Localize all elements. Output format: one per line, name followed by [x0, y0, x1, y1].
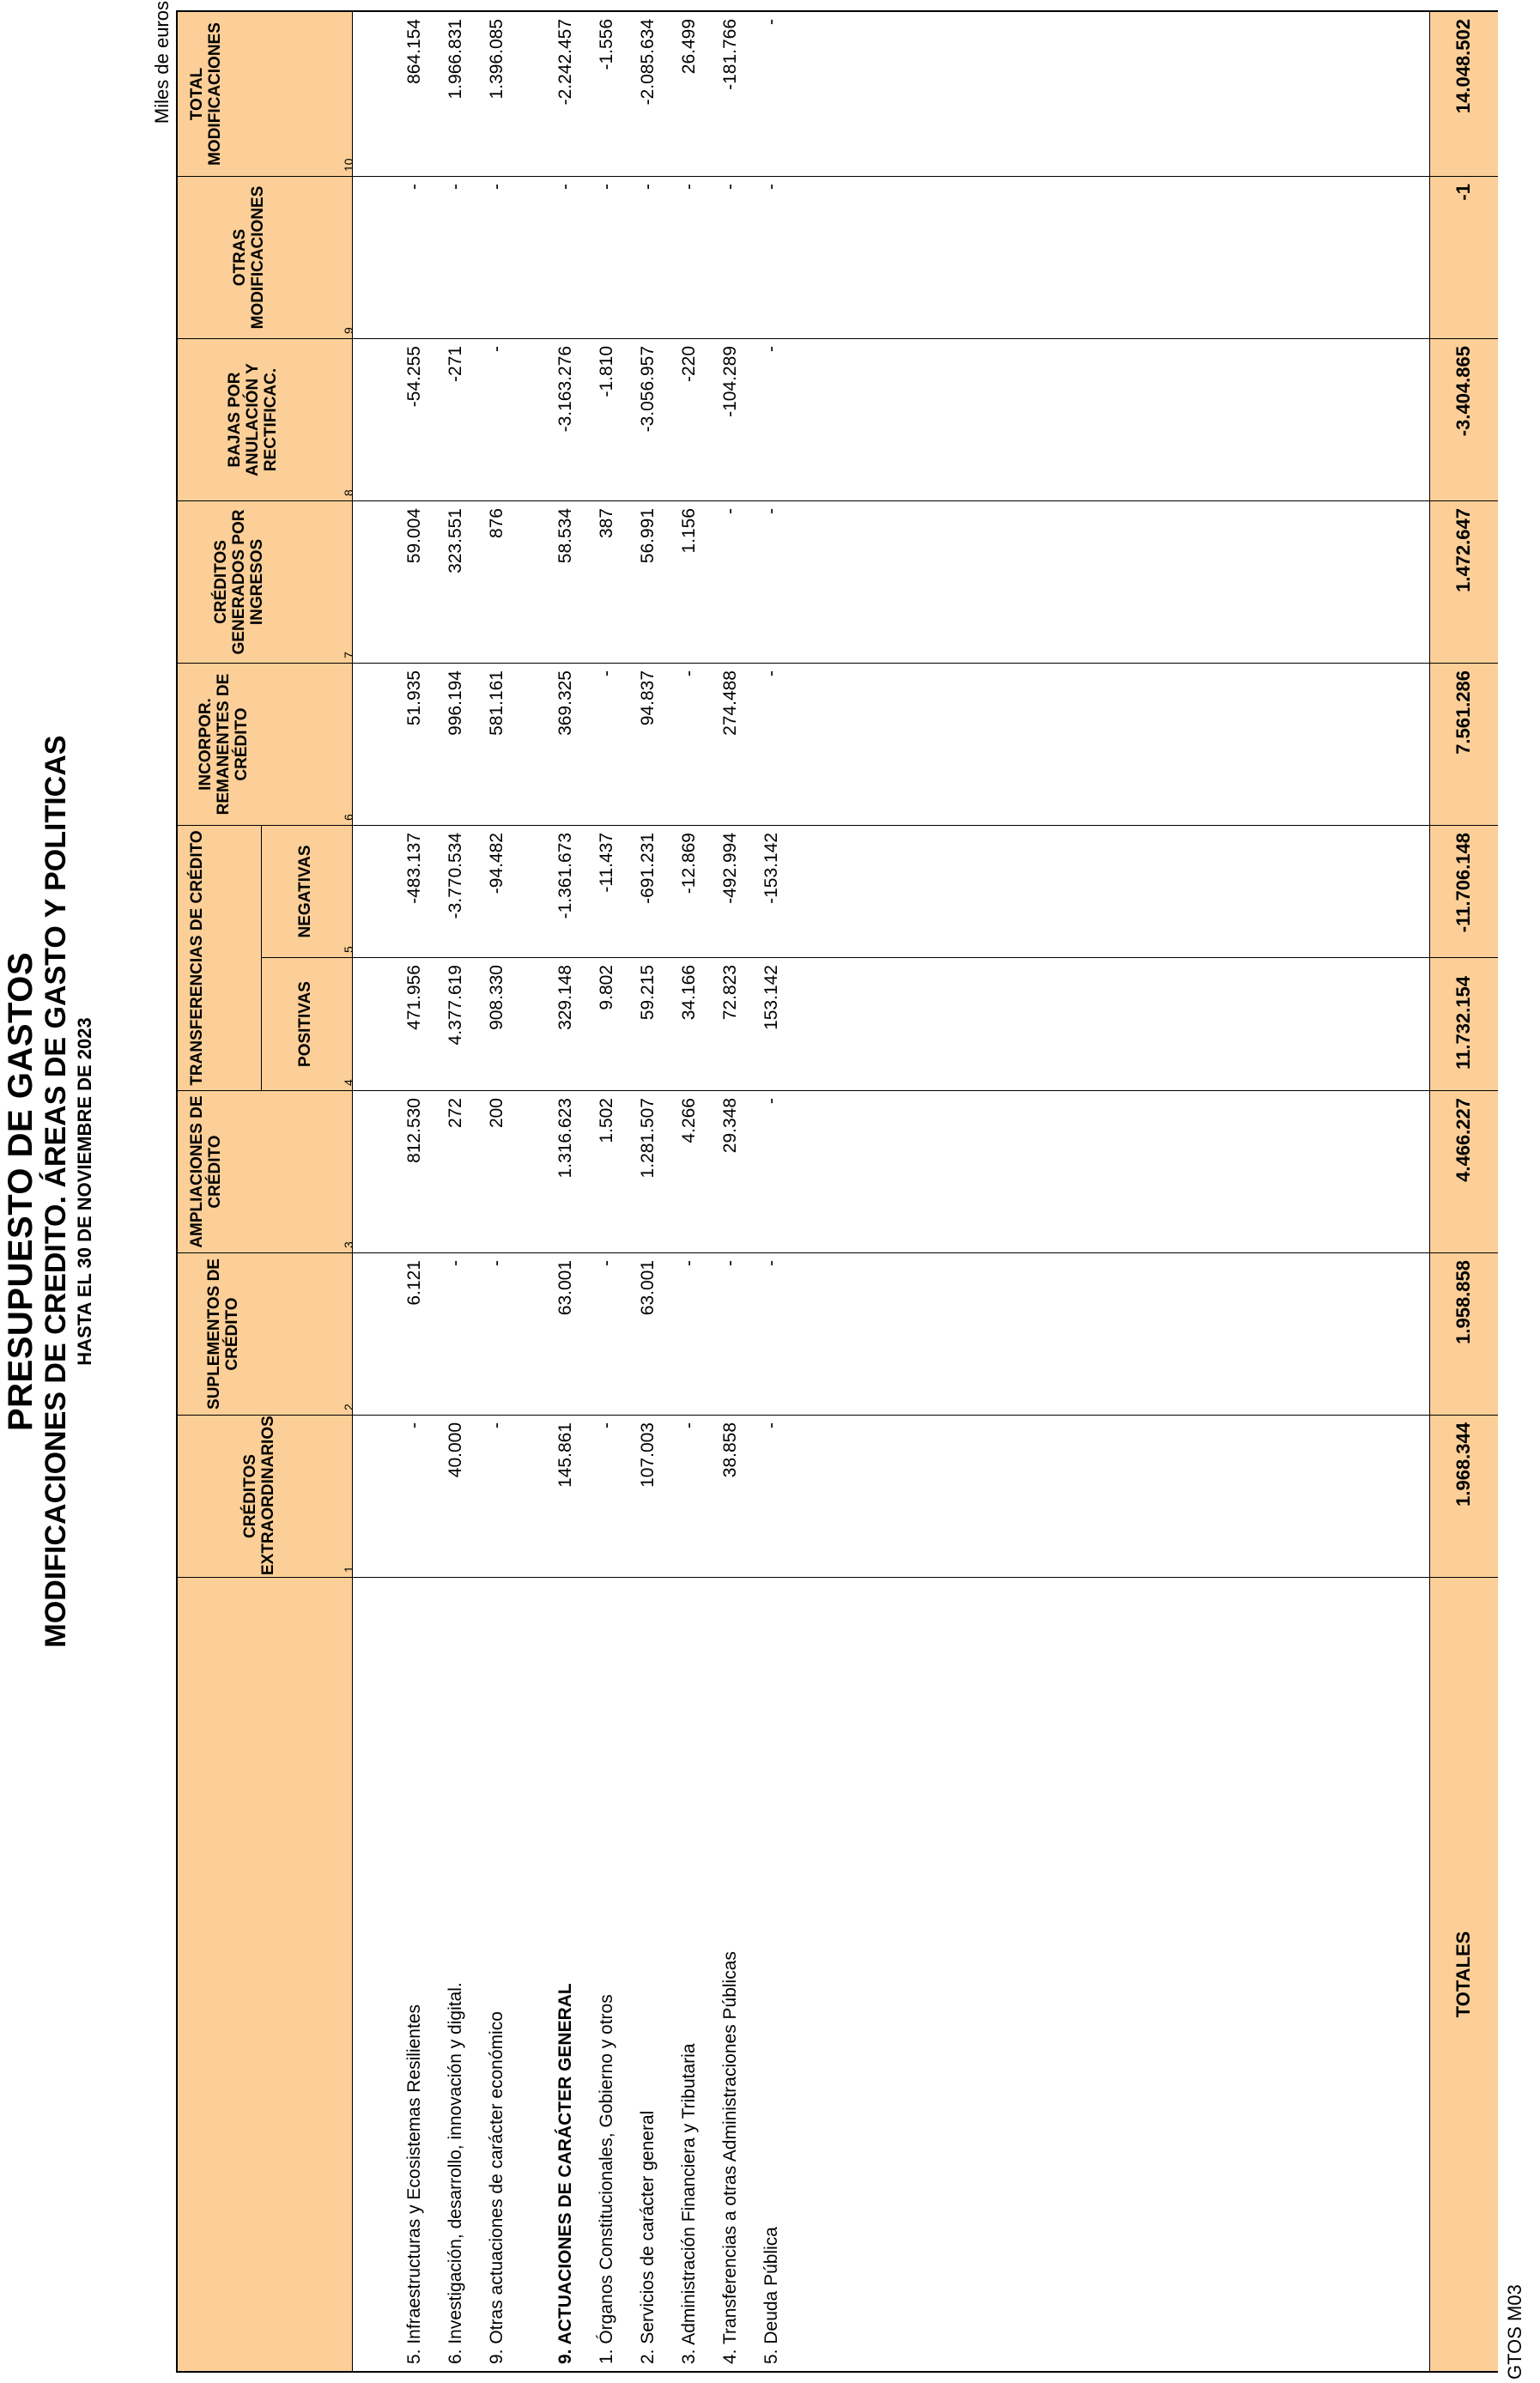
totals-cell	[1429, 12, 1498, 176]
table-cell: -	[761, 1260, 781, 1266]
col-header-1	[178, 1416, 353, 1577]
report-date: HASTA EL 30 DE NOVIEMBRE DE 2023	[74, 1017, 95, 1366]
table-cell: -	[446, 1260, 465, 1266]
table-cell: 200	[487, 1098, 506, 1129]
col-number: 4	[342, 1079, 355, 1086]
table-cell: 996.194	[446, 670, 465, 736]
row-label: 3. Administración Financiera y Tributaria	[679, 2043, 699, 2364]
totals-cell	[1429, 826, 1498, 1090]
table-cell: -	[597, 1260, 616, 1266]
table-cell: 581.161	[487, 670, 506, 736]
col-header-8	[178, 339, 353, 500]
row-label: 6. Investigación, desarrollo, innovación y digital.	[446, 1982, 465, 2364]
totals-label-cell	[1429, 1578, 1498, 2371]
col-number: 8	[342, 489, 355, 496]
table-cell: -1.810	[597, 346, 616, 397]
col-header-label: NEGATIVAS	[296, 845, 314, 938]
totals-cell	[1429, 1416, 1498, 1577]
col-number: 3	[342, 1241, 355, 1248]
table-cell: -	[761, 19, 781, 25]
table-cell: 1.502	[597, 1098, 616, 1143]
table-cell: -	[761, 346, 781, 352]
col-number: 7	[342, 652, 355, 658]
table-cell: -	[446, 184, 465, 190]
table-cell: -54.255	[404, 346, 424, 408]
table-cell: -11.437	[597, 833, 616, 893]
report-title: PRESUPUESTO DE GASTOS	[2, 951, 39, 1432]
table-cell: -2.242.457	[555, 19, 575, 106]
table-cell: -	[404, 1422, 424, 1428]
col-header-label: AMPLIACIONES DE CRÉDITO	[188, 1095, 224, 1248]
label-column-header	[178, 1578, 353, 2371]
table-cell: 1.316.623	[555, 1098, 575, 1179]
table-cell: 272	[446, 1098, 465, 1129]
total-value: 14.048.502	[1452, 19, 1474, 114]
table-cell: -	[487, 1422, 506, 1428]
table-cell: 56.991	[638, 508, 658, 564]
col-header-7	[178, 501, 353, 663]
table-cell: -	[638, 184, 658, 190]
row-label: 1. Órganos Constitucionales, Gobierno y otros	[597, 1994, 616, 2364]
table-cell: 329.148	[555, 965, 575, 1030]
table-cell: -	[761, 1422, 781, 1428]
col-ampliaciones-credito	[178, 1091, 1496, 1253]
totals-cell	[1429, 1253, 1498, 1415]
row-label: 4. Transferencias a otras Administraciones Públicas	[720, 1951, 740, 2364]
table-cell: -3.770.534	[446, 833, 465, 919]
table-cell: -2.085.634	[638, 19, 658, 106]
col-header-transfer	[178, 826, 353, 1090]
transfer-divider	[353, 957, 1429, 958]
total-value: 4.466.227	[1452, 1098, 1474, 1182]
table-cell: -492.994	[720, 833, 740, 904]
table-cell: -	[597, 1422, 616, 1428]
col-incorporacion-remanentes	[178, 664, 1496, 826]
table-cell: -691.231	[638, 833, 658, 904]
table-cell: -	[761, 1098, 781, 1104]
total-value: -1	[1452, 184, 1474, 201]
transfer-total-divider	[1430, 957, 1498, 958]
total-value: -11.706.148	[1452, 833, 1474, 933]
table-cell: 72.823	[720, 965, 740, 1021]
table-cell: 94.837	[638, 670, 658, 726]
table-cell: -94.482	[487, 833, 506, 894]
table-cell: -	[720, 1260, 740, 1266]
total-value: 1.958.858	[1452, 1260, 1474, 1344]
units-label: Miles de euros	[151, 1, 173, 124]
table-cell: -220	[679, 346, 699, 383]
table-cell: -271	[446, 346, 465, 383]
table-cell: -	[761, 184, 781, 190]
col-header-label: OTRAS MODIFICACIONES	[231, 185, 267, 330]
totals-cell	[1429, 501, 1498, 663]
col-transferencias-credito	[178, 826, 1496, 1091]
row-label: 9. ACTUACIONES DE CARÁCTER GENERAL	[555, 1983, 575, 2364]
table-cell: -12.869	[679, 833, 699, 894]
col-header-label: CRÉDITOS EXTRAORDINARIOS	[241, 1416, 277, 1575]
table-cell: 1.966.831	[446, 19, 465, 100]
transfer-group-label: TRANSFERENCIAS DE CRÉDITO	[188, 830, 206, 1086]
table-cell: 812.530	[404, 1098, 424, 1163]
table-cell: 876	[487, 508, 506, 539]
row-label: 5. Deuda Pública	[761, 2227, 781, 2364]
col-header-label: SUPLEMENTOS DE CRÉDITO	[205, 1258, 241, 1410]
table-cell: 26.499	[679, 19, 699, 75]
table-cell: 1.396.085	[487, 19, 506, 100]
col-header-label: INCORPOR. REMANENTES DE CRÉDITO	[197, 673, 251, 816]
table-cell: 1.156	[679, 508, 699, 554]
total-value: 7.561.286	[1452, 670, 1474, 755]
table-cell: 1.281.507	[638, 1098, 658, 1179]
table-cell: -	[404, 184, 424, 190]
table-cell: -	[597, 184, 616, 190]
table-cell: -104.289	[720, 346, 740, 417]
total-value: 1.472.647	[1452, 508, 1474, 592]
col-header-label: BAJAS POR ANULACIÓN Y RECTIFICAC.	[226, 363, 280, 476]
modifications-table	[176, 10, 1498, 2373]
table-cell: -	[679, 1422, 699, 1428]
total-value: -3.404.865	[1452, 346, 1474, 437]
table-cell: -181.766	[720, 19, 740, 90]
col-suplementos-credito	[178, 1253, 1496, 1416]
table-cell: 58.534	[555, 508, 575, 564]
table-cell: 51.935	[404, 670, 424, 726]
table-cell: -1.361.673	[555, 833, 575, 919]
table-cell: 145.861	[555, 1422, 575, 1488]
col-header-label: TOTAL MODIFICACIONES	[188, 22, 224, 166]
table-cell: 323.551	[446, 508, 465, 573]
col-bajas-anulacion	[178, 339, 1496, 501]
row-label: 2. Servicios de carácter general	[638, 2110, 658, 2364]
col-header-3	[178, 1091, 353, 1252]
table-cell: -	[761, 670, 781, 676]
col-number: 2	[342, 1404, 355, 1410]
table-cell: 40.000	[446, 1422, 465, 1478]
table-cell: 4.377.619	[446, 965, 465, 1046]
table-cell: 6.121	[404, 1260, 424, 1306]
col-creditos-generados	[178, 501, 1496, 664]
table-cell: 59.004	[404, 508, 424, 564]
col-header-label: CRÉDITOS GENERADOS POR INGRESOS	[212, 509, 266, 655]
label-column	[178, 1578, 1496, 2371]
table-cell: 59.215	[638, 965, 658, 1021]
table-cell: 908.330	[487, 965, 506, 1030]
table-cell: -	[720, 184, 740, 190]
col-header-6	[178, 664, 353, 825]
col-header-label: POSITIVAS	[296, 981, 314, 1067]
totals-cell	[1429, 177, 1498, 338]
totals-label: TOTALES	[1452, 1931, 1474, 2018]
footer-code: GTOS M03	[1504, 2284, 1525, 2380]
table-cell: 63.001	[638, 1260, 658, 1316]
total-value: 1.968.344	[1452, 1422, 1474, 1507]
col-creditos-extraordinarios	[178, 1416, 1496, 1578]
col-number: 6	[342, 814, 355, 821]
table-cell: 34.166	[679, 965, 699, 1021]
table-cell: -	[487, 346, 506, 352]
col-header-4	[262, 958, 355, 1090]
table-cell: 9.802	[597, 965, 616, 1010]
transfer-group-header	[178, 826, 262, 1090]
col-number: 1	[342, 1566, 355, 1573]
table-cell: 864.154	[404, 19, 424, 84]
col-header-10	[178, 12, 353, 176]
table-cell: -1.556	[597, 19, 616, 70]
table-cell: 29.348	[720, 1098, 740, 1154]
table-cell: -153.142	[761, 833, 781, 904]
col-total-modificaciones	[178, 12, 1496, 177]
col-header-9	[178, 177, 353, 338]
table-cell: -	[761, 508, 781, 514]
report-subtitle: MODIFICACIONES DE CREDITO. ÁREAS DE GASTO Y POLITICAS	[39, 735, 72, 1648]
table-cell: -	[679, 670, 699, 676]
table-cell: -	[720, 508, 740, 514]
total-value: 11.732.154	[1452, 976, 1474, 1070]
table-cell: -	[679, 1260, 699, 1266]
table-cell: 274.488	[720, 670, 740, 736]
table-cell: 471.956	[404, 965, 424, 1030]
table-cell: 63.001	[555, 1260, 575, 1316]
row-label: 9. Otras actuaciones de carácter económico	[487, 2011, 506, 2364]
col-number: 5	[342, 946, 355, 953]
table-cell: -3.056.957	[638, 346, 658, 433]
table-cell: -	[555, 184, 575, 190]
totals-cell	[1429, 664, 1498, 825]
row-label: 5. Infraestructuras y Ecosistemas Resilientes	[404, 2004, 424, 2364]
table-cell: -	[679, 184, 699, 190]
table-cell: -	[487, 1260, 506, 1266]
col-number: 10	[342, 158, 355, 172]
table-cell: -	[597, 670, 616, 676]
table-cell: 153.142	[761, 965, 781, 1030]
col-number: 9	[342, 327, 355, 334]
table-cell: -483.137	[404, 833, 424, 904]
table-cell: 369.325	[555, 670, 575, 736]
table-cell: 38.858	[720, 1422, 740, 1478]
table-cell: -	[487, 184, 506, 190]
totals-cell	[1429, 1091, 1498, 1252]
table-cell: -3.163.276	[555, 346, 575, 433]
table-cell: 4.266	[679, 1098, 699, 1143]
col-header-2	[178, 1253, 353, 1415]
col-otras-modificaciones	[178, 177, 1496, 339]
col-header-5	[262, 826, 355, 958]
table-cell: 107.003	[638, 1422, 658, 1488]
table-cell: 387	[597, 508, 616, 539]
totals-cell	[1429, 339, 1498, 500]
